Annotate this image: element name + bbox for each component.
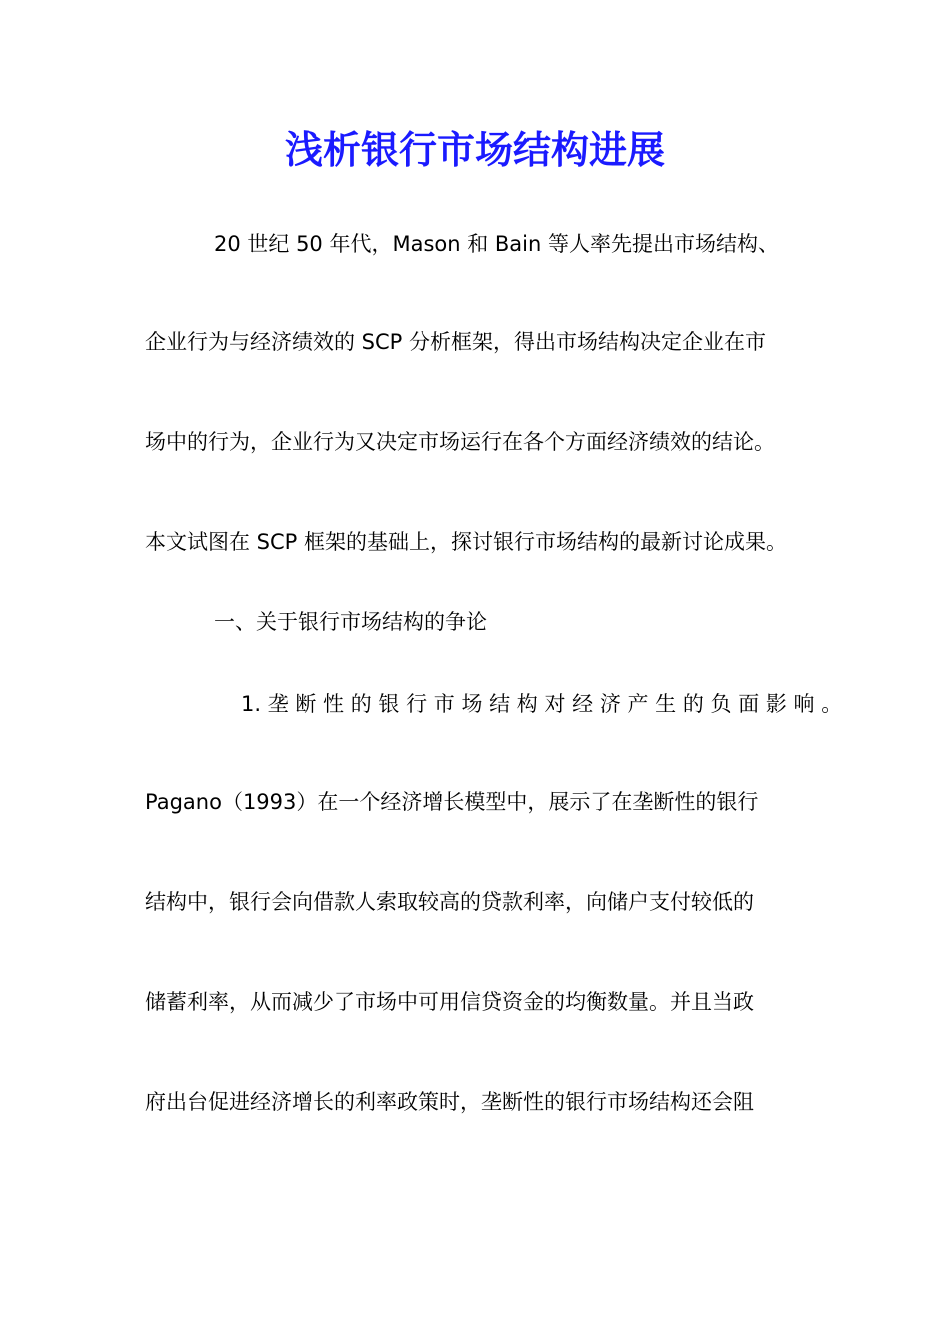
paragraph-line-7: 储蓄利率，从而减少了市场中可用信贷资金的均衡数量。并且当政 xyxy=(145,990,754,1014)
paragraph-line-4: 本文试图在 SCP 框架的基础上，探讨银行市场结构的最新讨论成果。 xyxy=(145,530,788,554)
subsection-heading: 1. 垄 断 性 的 银 行 市 场 结 构 对 经 济 产 生 的 负 面 影 响 。 xyxy=(241,692,843,716)
paragraph-line-1: 20 世纪 50 年代，Mason 和 Bain 等人率先提出市场结构、 xyxy=(214,232,779,256)
paragraph-line-5: Pagano（1993）在一个经济增长模型中，展示了在垄断性的银行 xyxy=(145,790,759,814)
section-heading: 一、关于银行市场结构的争论 xyxy=(214,610,487,634)
paragraph-line-6: 结构中，银行会向借款人索取较高的贷款利率，向储户支付较低的 xyxy=(145,890,754,914)
paragraph-line-8: 府出台促进经济增长的利率政策时，垄断性的银行市场结构还会阻 xyxy=(145,1090,754,1114)
paragraph-line-3: 场中的行为，企业行为又决定市场运行在各个方面经济绩效的结论。 xyxy=(145,430,775,454)
paragraph-line-2: 企业行为与经济绩效的 SCP 分析框架，得出市场结构决定企业在市 xyxy=(145,330,767,354)
document-title: 浅析银行市场结构进展 xyxy=(284,127,665,172)
